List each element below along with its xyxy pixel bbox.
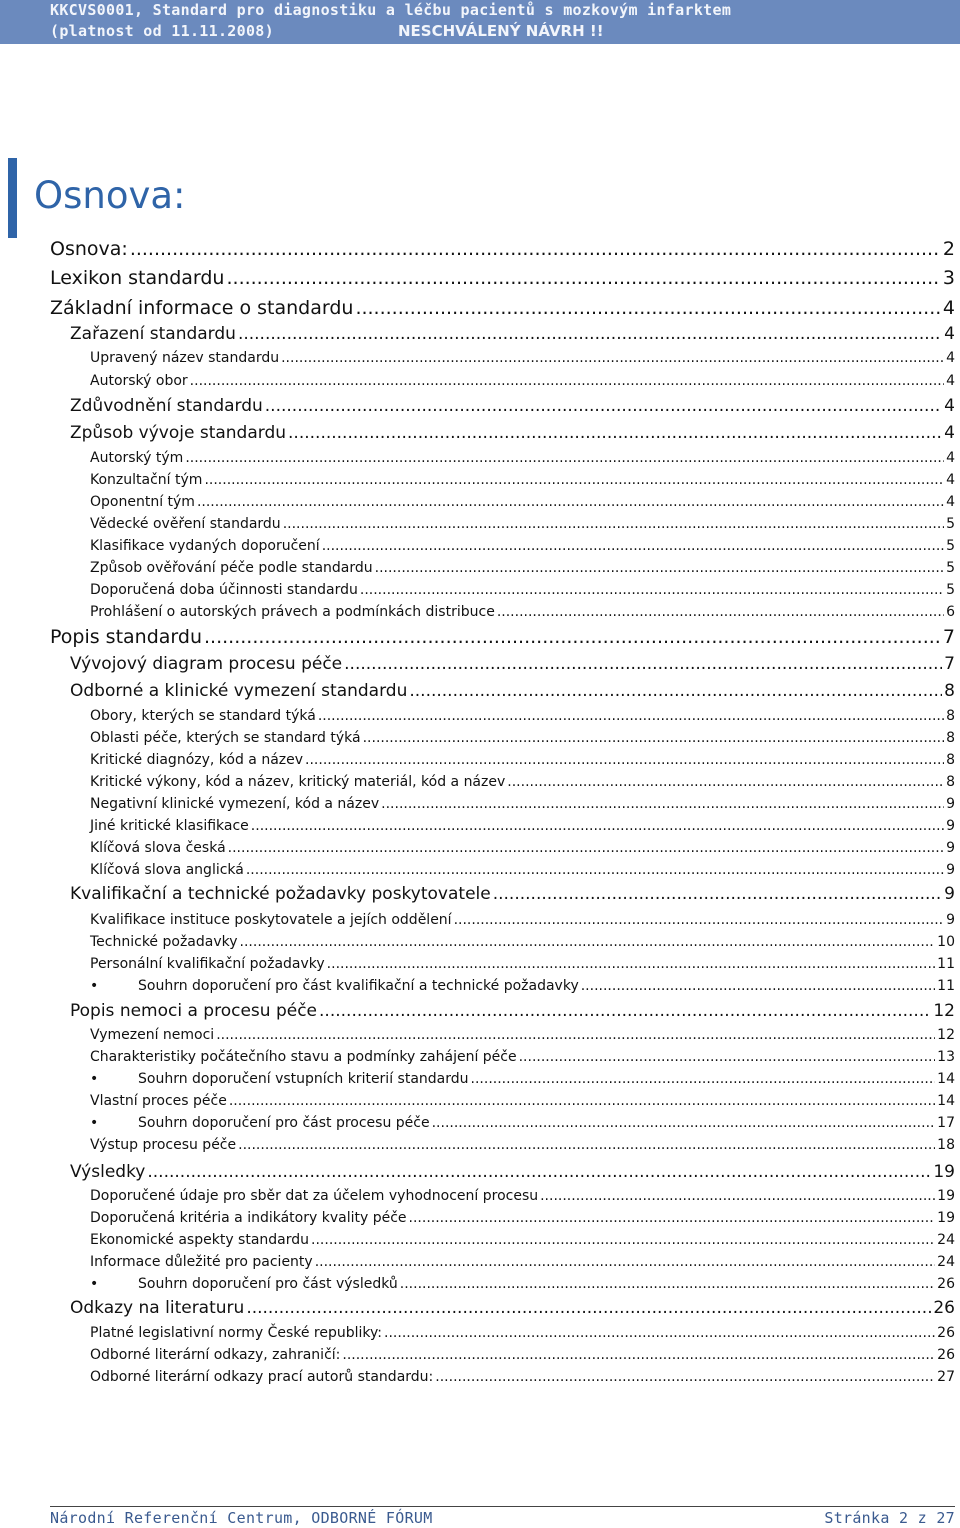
toc-dot-leader [251,818,944,834]
toc-entry-label: Odborné literární odkazy prací autorů standardu: [90,1369,434,1385]
toc-dot-leader [519,1049,936,1065]
toc-entry[interactable] [70,1001,955,1021]
toc-entry-label: Výsledky [70,1162,146,1182]
toc-entry-label: Doporučené údaje pro sběr dat za účelem vyhodnocení procesu [90,1188,539,1204]
toc-dot-leader [197,494,944,510]
toc-entry[interactable] [90,1369,955,1385]
toc-entry[interactable] [70,324,955,344]
toc-entry-label: Odborné a klinické vymezení standardu [70,681,408,701]
toc-entry-page: 4 [946,373,955,389]
toc-dot-leader [238,1137,935,1153]
toc-dot-leader [409,681,942,701]
toc-entry[interactable] [90,560,955,576]
toc-entry-label: Konzultační tým [90,472,203,488]
toc-entry-label: Klasifikace vydaných doporučení [90,538,320,554]
toc-entry[interactable] [70,654,955,674]
toc-entry[interactable] [90,1071,955,1087]
toc-entry[interactable] [70,1162,955,1182]
toc-entry-label: Souhrn doporučení pro část kvalifikační a technické požadavky [138,978,579,994]
toc-entry[interactable] [90,1232,955,1248]
toc-entry-label: Kritické výkony, kód a název, kritický materiál, kód a název [90,774,506,790]
toc-entry-page: 6 [946,604,955,620]
toc-dot-leader [281,350,944,366]
toc-dot-leader [238,324,942,344]
toc-dot-leader [311,1232,935,1248]
toc-entry[interactable] [90,840,955,856]
toc-entry-label: Způsob ověřování péče podle standardu [90,560,373,576]
toc-entry-page: 2 [942,238,955,260]
toc-dot-leader [344,654,942,674]
toc-entry-page: 14 [937,1071,955,1087]
toc-dot-leader [507,774,944,790]
toc-entry-page: 5 [946,582,955,598]
toc-entry-page: 11 [937,956,955,972]
footer-organization: Národní Referenční Centrum, ODBORNÉ FÓRUM [50,1509,433,1527]
toc-entry[interactable] [50,267,955,289]
toc-dot-leader [204,626,941,648]
toc-entry[interactable] [90,1188,955,1204]
toc-entry[interactable] [50,626,955,648]
toc-entry-label: Výstup procesu péče [90,1137,237,1153]
toc-entry[interactable] [90,1325,955,1341]
toc-entry-page: 4 [944,324,955,344]
toc-dot-leader [493,884,942,904]
toc-dot-leader [288,423,942,443]
toc-entry[interactable] [50,238,955,260]
toc-dot-leader [375,560,944,576]
toc-entry-label: Kvalifikační a technické požadavky poskytovatele [70,884,491,904]
toc-entry-label: Ekonomické aspekty standardu [90,1232,310,1248]
toc-dot-leader [147,1162,931,1182]
toc-entry-label: Charakteristiky počátečního stavu a podmínky zahájení péče [90,1049,517,1065]
toc-dot-leader [409,1210,936,1226]
toc-entry[interactable] [70,396,955,416]
toc-dot-leader [226,267,940,289]
toc-entry-label: Jiné kritické klasifikace [90,818,249,834]
toc-entry-page: 8 [946,730,955,746]
toc-entry-label: Souhrn doporučení pro část výsledků [138,1276,398,1292]
toc-entry-page: 4 [942,297,955,319]
toc-entry-page: 9 [946,912,955,928]
toc-entry-label: Doporučená kritéria a indikátory kvality péče [90,1210,407,1226]
toc-entry[interactable] [70,1298,955,1318]
toc-entry-page: 18 [937,1137,955,1153]
toc-entry[interactable] [70,423,955,443]
toc-entry-page: 5 [946,538,955,554]
toc-dot-leader [246,1298,931,1318]
toc-entry-page: 19 [937,1210,955,1226]
toc-entry-label: Způsob vývoje standardu [70,423,287,443]
toc-entry-label: Technické požadavky [90,934,238,950]
toc-entry-page: 26 [933,1298,955,1318]
page-header [0,0,960,44]
toc-entry-label: Vymezení nemoci [90,1027,215,1043]
toc-entry-page: 7 [942,626,955,648]
toc-entry[interactable] [90,516,955,532]
bullet-icon: • [90,1115,99,1131]
toc-entry-label: Souhrn doporučení pro část procesu péče [138,1115,430,1131]
toc-entry-label: Prohlášení o autorských právech a podmínkách distribuce [90,604,495,620]
toc-entry-page: 24 [937,1232,955,1248]
page-footer [50,1506,955,1527]
toc-dot-leader [581,978,935,994]
toc-entry-page: 26 [937,1325,955,1341]
toc-dot-leader [435,1369,935,1385]
toc-entry[interactable] [90,934,955,950]
toc-entry-label: Zdůvodnění standardu [70,396,263,416]
toc-entry[interactable] [90,1115,955,1131]
toc-entry[interactable] [90,1254,955,1270]
header-status: NESCHVÁLENÝ NÁVRH !! [398,22,604,40]
toc-entry-page: 3 [942,267,955,289]
toc-entry-label: Osnova: [50,238,128,260]
toc-entry[interactable] [90,912,955,928]
toc-entry[interactable] [90,1027,955,1043]
footer-page-number: Stránka 2 z 27 [824,1509,955,1527]
toc-entry-label: Personální kvalifikační požadavky [90,956,325,972]
toc-entry-page: 4 [946,350,955,366]
toc-dot-leader [342,1347,935,1363]
toc-dot-leader [360,582,944,598]
toc-entry[interactable] [90,1093,955,1109]
toc-entry-label: Informace důležité pro pacienty [90,1254,313,1270]
toc-dot-leader [229,1093,935,1109]
toc-entry-page: 26 [937,1276,955,1292]
toc-entry[interactable] [50,297,955,319]
toc-entry-label: Zařazení standardu [70,324,236,344]
toc-entry-label: Popis nemoci a procesu péče [70,1001,318,1021]
toc-entry-page: 14 [937,1093,955,1109]
toc-entry-page: 13 [937,1049,955,1065]
toc-entry-label: Doporučená doba účinnosti standardu [90,582,358,598]
toc-entry-label: Vědecké ověření standardu [90,516,281,532]
toc-entry-page: 12 [933,1001,955,1021]
toc-entry-label: Odborné literární odkazy, zahraničí: [90,1347,341,1363]
toc-entry-page: 11 [937,978,955,994]
toc-entry-page: 8 [946,752,955,768]
title-accent-bar [8,158,17,238]
toc-entry[interactable] [70,884,955,904]
toc-dot-leader [204,472,944,488]
toc-entry[interactable] [90,862,955,878]
toc-entry-label: Základní informace o standardu [50,297,354,319]
toc-entry-page: 9 [946,796,955,812]
toc-entry[interactable] [90,350,955,366]
toc-entry-page: 9 [946,862,955,878]
toc-entry-label: Souhrn doporučení vstupních kriterií standardu [138,1071,469,1087]
toc-dot-leader [216,1027,935,1043]
toc-dot-leader [471,1071,936,1087]
toc-entry[interactable] [90,818,955,834]
toc-entry-label: Upravený název standardu [90,350,280,366]
toc-entry-label: Klíčová slova anglická [90,862,244,878]
header-document-title: KKCVS0001, Standard pro diagnostiku a léčbu pacientů s mozkovým infarktem [50,1,732,19]
toc-dot-leader [318,708,944,724]
toc-dot-leader [190,373,944,389]
toc-entry-page: 12 [937,1027,955,1043]
toc-dot-leader [384,1325,935,1341]
toc-entry-page: 8 [946,708,955,724]
toc-entry[interactable] [70,681,955,701]
toc-entry-page: 9 [944,884,955,904]
toc-entry-page: 17 [937,1115,955,1131]
toc-dot-leader [246,862,944,878]
bullet-icon: • [90,1276,99,1292]
toc-entry-page: 10 [937,934,955,950]
bullet-icon: • [90,978,99,994]
toc-entry[interactable] [90,956,955,972]
toc-dot-leader [381,796,944,812]
toc-entry[interactable] [90,796,955,812]
toc-entry-page: 4 [944,396,955,416]
toc-dot-leader [355,297,940,319]
toc-entry-page: 4 [946,494,955,510]
toc-dot-leader [327,956,936,972]
toc-entry[interactable] [90,730,955,746]
toc-entry[interactable] [90,582,955,598]
toc-entry-label: Klíčová slova česká [90,840,226,856]
toc-dot-leader [454,912,945,928]
toc-entry-page: 5 [946,560,955,576]
toc-entry-label: Popis standardu [50,626,202,648]
toc-entry[interactable] [90,1049,955,1065]
toc-entry[interactable] [90,538,955,554]
toc-entry-page: 8 [944,681,955,701]
toc-dot-leader [265,396,942,416]
toc-dot-leader [319,1001,931,1021]
toc-entry[interactable] [90,774,955,790]
toc-entry-label: Oponentní tým [90,494,195,510]
toc-dot-leader [305,752,944,768]
toc-dot-leader [363,730,944,746]
toc-entry-page: 9 [946,818,955,834]
toc-entry[interactable] [90,1210,955,1226]
toc-entry-label: Vývojový diagram procesu péče [70,654,343,674]
toc-entry-page: 26 [937,1347,955,1363]
toc-entry-label: Oblasti péče, kterých se standard týká [90,730,361,746]
toc-entry-label: Negativní klinické vymezení, kód a název [90,796,380,812]
toc-dot-leader [400,1276,935,1292]
header-validity: (platnost od 11.11.2008) [50,22,274,40]
toc-dot-leader [315,1254,935,1270]
toc-entry[interactable] [90,1347,955,1363]
toc-entry-page: 4 [946,472,955,488]
toc-entry[interactable] [90,708,955,724]
toc-entry-page: 27 [937,1369,955,1385]
toc-entry-page: 19 [933,1162,955,1182]
toc-entry-label: Platné legislativní normy České republiky: [90,1325,383,1341]
toc-entry-page: 24 [937,1254,955,1270]
toc-entry-label: Odkazy na literaturu [70,1298,245,1318]
toc-entry[interactable] [90,604,955,620]
toc-dot-leader [540,1188,935,1204]
toc-entry-page: 4 [946,450,955,466]
toc-entry[interactable] [90,373,955,389]
toc-dot-leader [130,238,941,260]
toc-entry-page: 8 [946,774,955,790]
toc-entry[interactable] [90,752,955,768]
toc-entry[interactable] [90,1276,955,1292]
toc-dot-leader [497,604,944,620]
toc-entry[interactable] [90,494,955,510]
toc-entry-label: Obory, kterých se standard týká [90,708,316,724]
toc-entry[interactable] [90,1137,955,1153]
toc-entry-page: 4 [944,423,955,443]
toc-entry-label: Vlastní proces péče [90,1093,227,1109]
toc-dot-leader [322,538,944,554]
toc-entry-page: 9 [946,840,955,856]
toc-entry[interactable] [90,472,955,488]
toc-entry[interactable] [90,450,955,466]
toc-dot-leader [432,1115,936,1131]
toc-entry-label: Kritické diagnózy, kód a název [90,752,304,768]
toc-dot-leader [185,450,944,466]
toc-entry-label: Autorský tým [90,450,184,466]
toc-entry-page: 7 [944,654,955,674]
toc-entry-page: 5 [946,516,955,532]
page-title: Osnova: [34,174,186,217]
toc-dot-leader [283,516,944,532]
toc-entry-label: Autorský obor [90,373,188,389]
toc-entry-label: Lexikon standardu [50,267,225,289]
toc-entry[interactable] [90,978,955,994]
toc-entry-label: Kvalifikace instituce poskytovatele a jejích oddělení [90,912,452,928]
toc-dot-leader [228,840,944,856]
bullet-icon: • [90,1071,99,1087]
toc-entry-page: 19 [937,1188,955,1204]
toc-dot-leader [240,934,936,950]
